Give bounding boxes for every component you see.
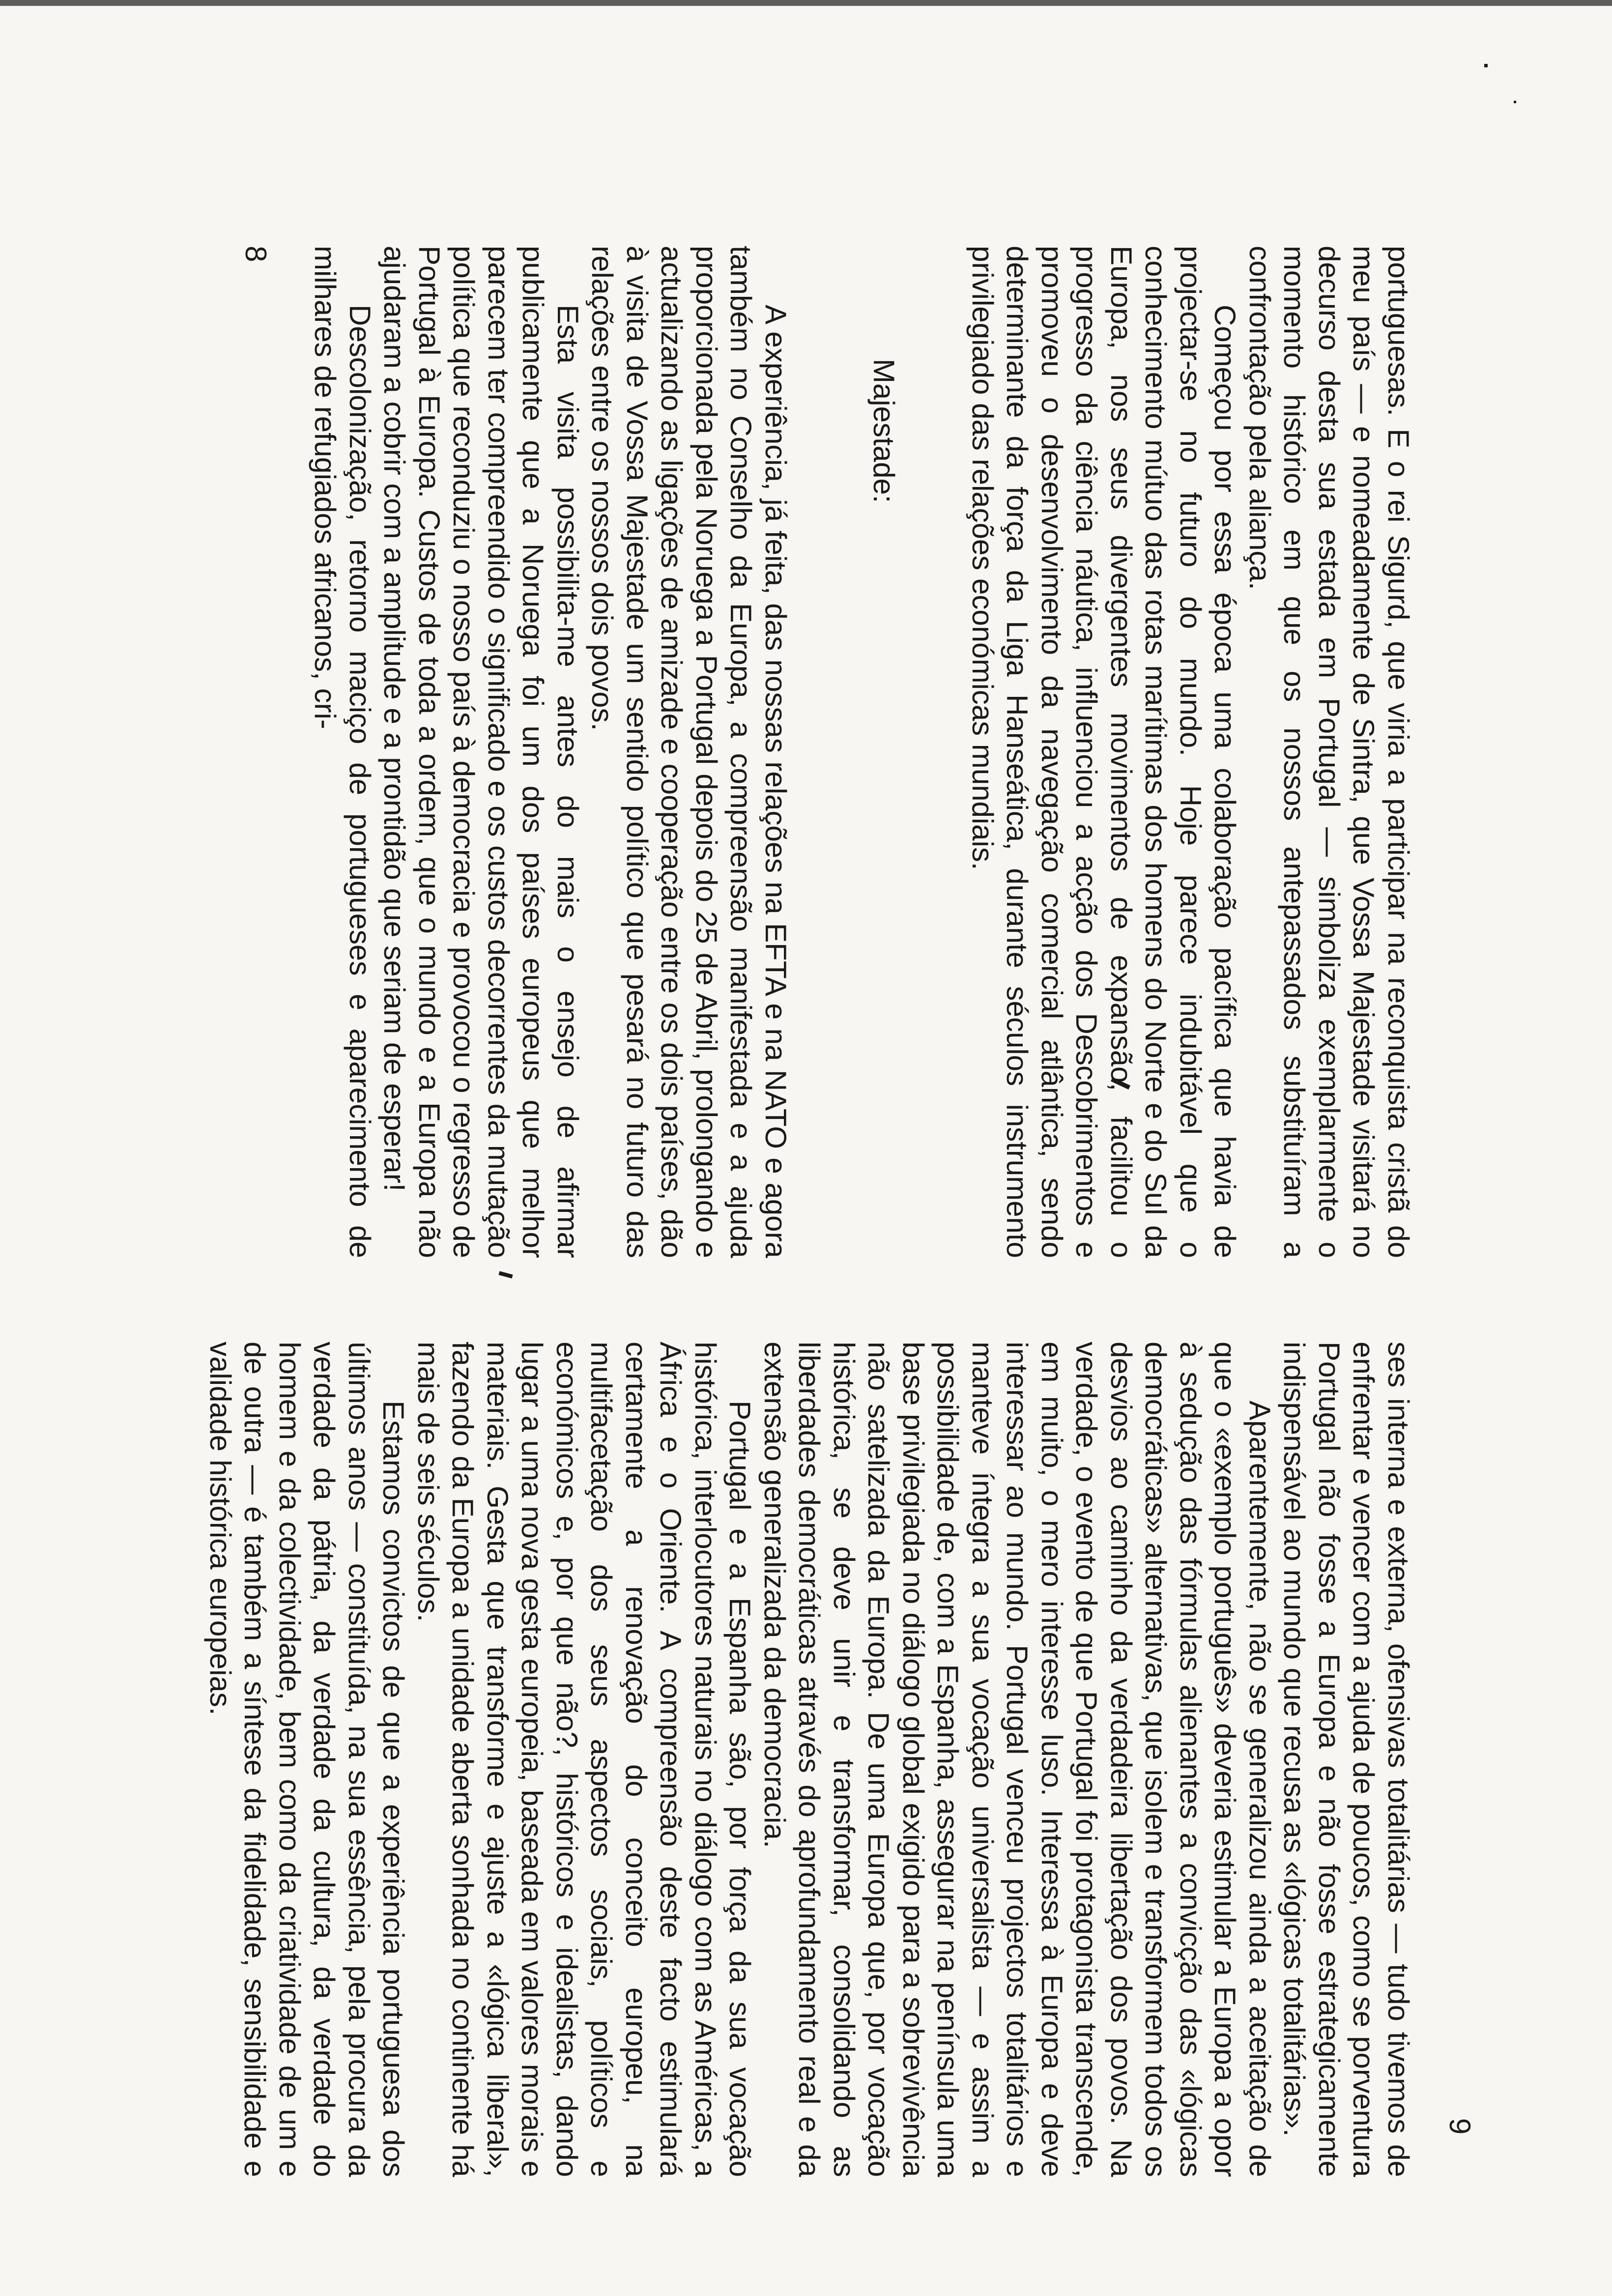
paragraph: Começou por essa época uma colaboração pacífica que havia de projectar-se no futuro do mundo. Hoje parece indubitável que o conhecimento mútuo das rotas marítimas dos homens do Norte e do Sul da Europa, nos seus divergentes movimentos de expansão, facilitou o progresso da ciência náutica, influenciou a acção dos Descobrimentos e promoveu o desenvolvimento da navegação comercial atlântica, sendo determinante da força da Liga Hanseática, durante séculos instrumento privilegiado das relações económicas mundiais. [966,246,1242,1258]
scan-top-edge [0,0,1612,6]
paragraph: ses interna e externa, ofensivas totalitárias — tudo tivemos de enfrentar e vencer com a ajuda de poucos, como se porventura Portugal não fosse a Europa e não fosse estrategicamente indispensável ao mundo que recusa as «lógicas totalitárias». [1278,1342,1415,2177]
page-9-column [203,1342,1416,2177]
paragraph: Esta visita possibilita-me antes do mais o ensejo de afirmar publicamente que a Noruega foi um dos países europeus que melhor parecem ter compreendido o significado e os custos decorrentes da mutação política que reconduziu o nosso país à democracia e provocou o regresso de Portugal à Europa. Custos de toda a ordem, que o mundo e a Europa não ajudaram a cobrir com a amplitude e a prontidão que seriam de esperar! [378,246,584,1258]
section-heading: Majestade: [867,359,901,503]
paragraph: Descolonização, retorno maciço de portugueses e aparecimento de milhares de refugiados africanos, cri- [309,246,376,1258]
page-number: 8 [239,246,272,262]
scan-speck [1484,64,1488,67]
scan-mark [498,1271,513,1279]
scan-speck [1514,101,1516,103]
paragraph: Portugal e a Espanha são, por força da sua vocação histórica, interlocutores naturais no diálogo com as Américas, a África e o Oriente. A compreensão deste facto estimulará certamente a renovação do conceito europeu, na multifacetação dos seus aspectos sociais, políticos e económicos e, por que não?, históricos e idealistas, dando lugar a uma nova gesta europeia, baseada em valores morais e materiais. Gesta que transforme e ajuste a «lógica liberal», fazendo da Europa a unidade aberta sonhada no continente há mais de seis séculos. [412,1342,757,2177]
page-8-column [308,246,1415,1258]
page-number: 9 [1443,2118,1476,2135]
paragraph: Aparentemente, não se generalizou ainda a aceitação de que o «exemplo português» deveria estimular a Europa a opor à sedução das fórmulas alienantes a convicção das «lógicas democráticas» alternativas, que isolem e transformem todos os desvios ao caminho da verdadeira libertação dos povos. Na verdade, o evento de que Portugal foi protagonista transcende, em muito, o mero interesse luso. Interessa à Europa e deve interessar ao mundo. Portugal venceu projectos totalitários e manteve íntegra a sua vocação universalista — e assim a possibilidade de, com a Espanha, assegurar na península uma base privilegiada no diálogo global exigido para a sobrevivência não satelizada da Europa. De uma Europa que, por vocação histórica, se deve unir e transformar, consolidando as liberdades democráticas através do aprofundamento real e da extensão generalizada da democracia. [758,1342,1276,2177]
page-9 [204,1342,1476,2177]
paragraph: A experiência, já feita, das nossas relações na EFTA e na NATO e agora também no Conselho da Europa, a compreensão manifestada e a ajuda proporcionada pela Noruega a Portugal depois do 25 de Abril, prolongando e actualizando as ligações de amizade e cooperação entre os dois países, dão à visita de Vossa Majestade um sentido político que pesará no futuro das relações entre os nossos dois povos. [586,246,792,1258]
page-8 [236,246,1415,1258]
paragraph: Estamos convictos de que a experiência portuguesa dos últimos anos — constituída, na sua essência, pela procura da verdade da pátria, da verdade da cultura, da verdade do homem e da colectividade, bem como da criatividade de um e de outra — é também a síntese da fidelidade, sensibilidade e validade histórica europeias. [204,1342,410,2177]
paragraph: portuguesas. E o rei Sigurd, que viria a participar na reconquista cristã do meu país — e nomeadamente de Sintra, que Vossa Majestade visitará no decurso desta sua estada em Portugal — simboliza exemplarmente o momento histórico em que os nossos antepassados substituíram a confrontação pela aliança. [1243,246,1415,1258]
